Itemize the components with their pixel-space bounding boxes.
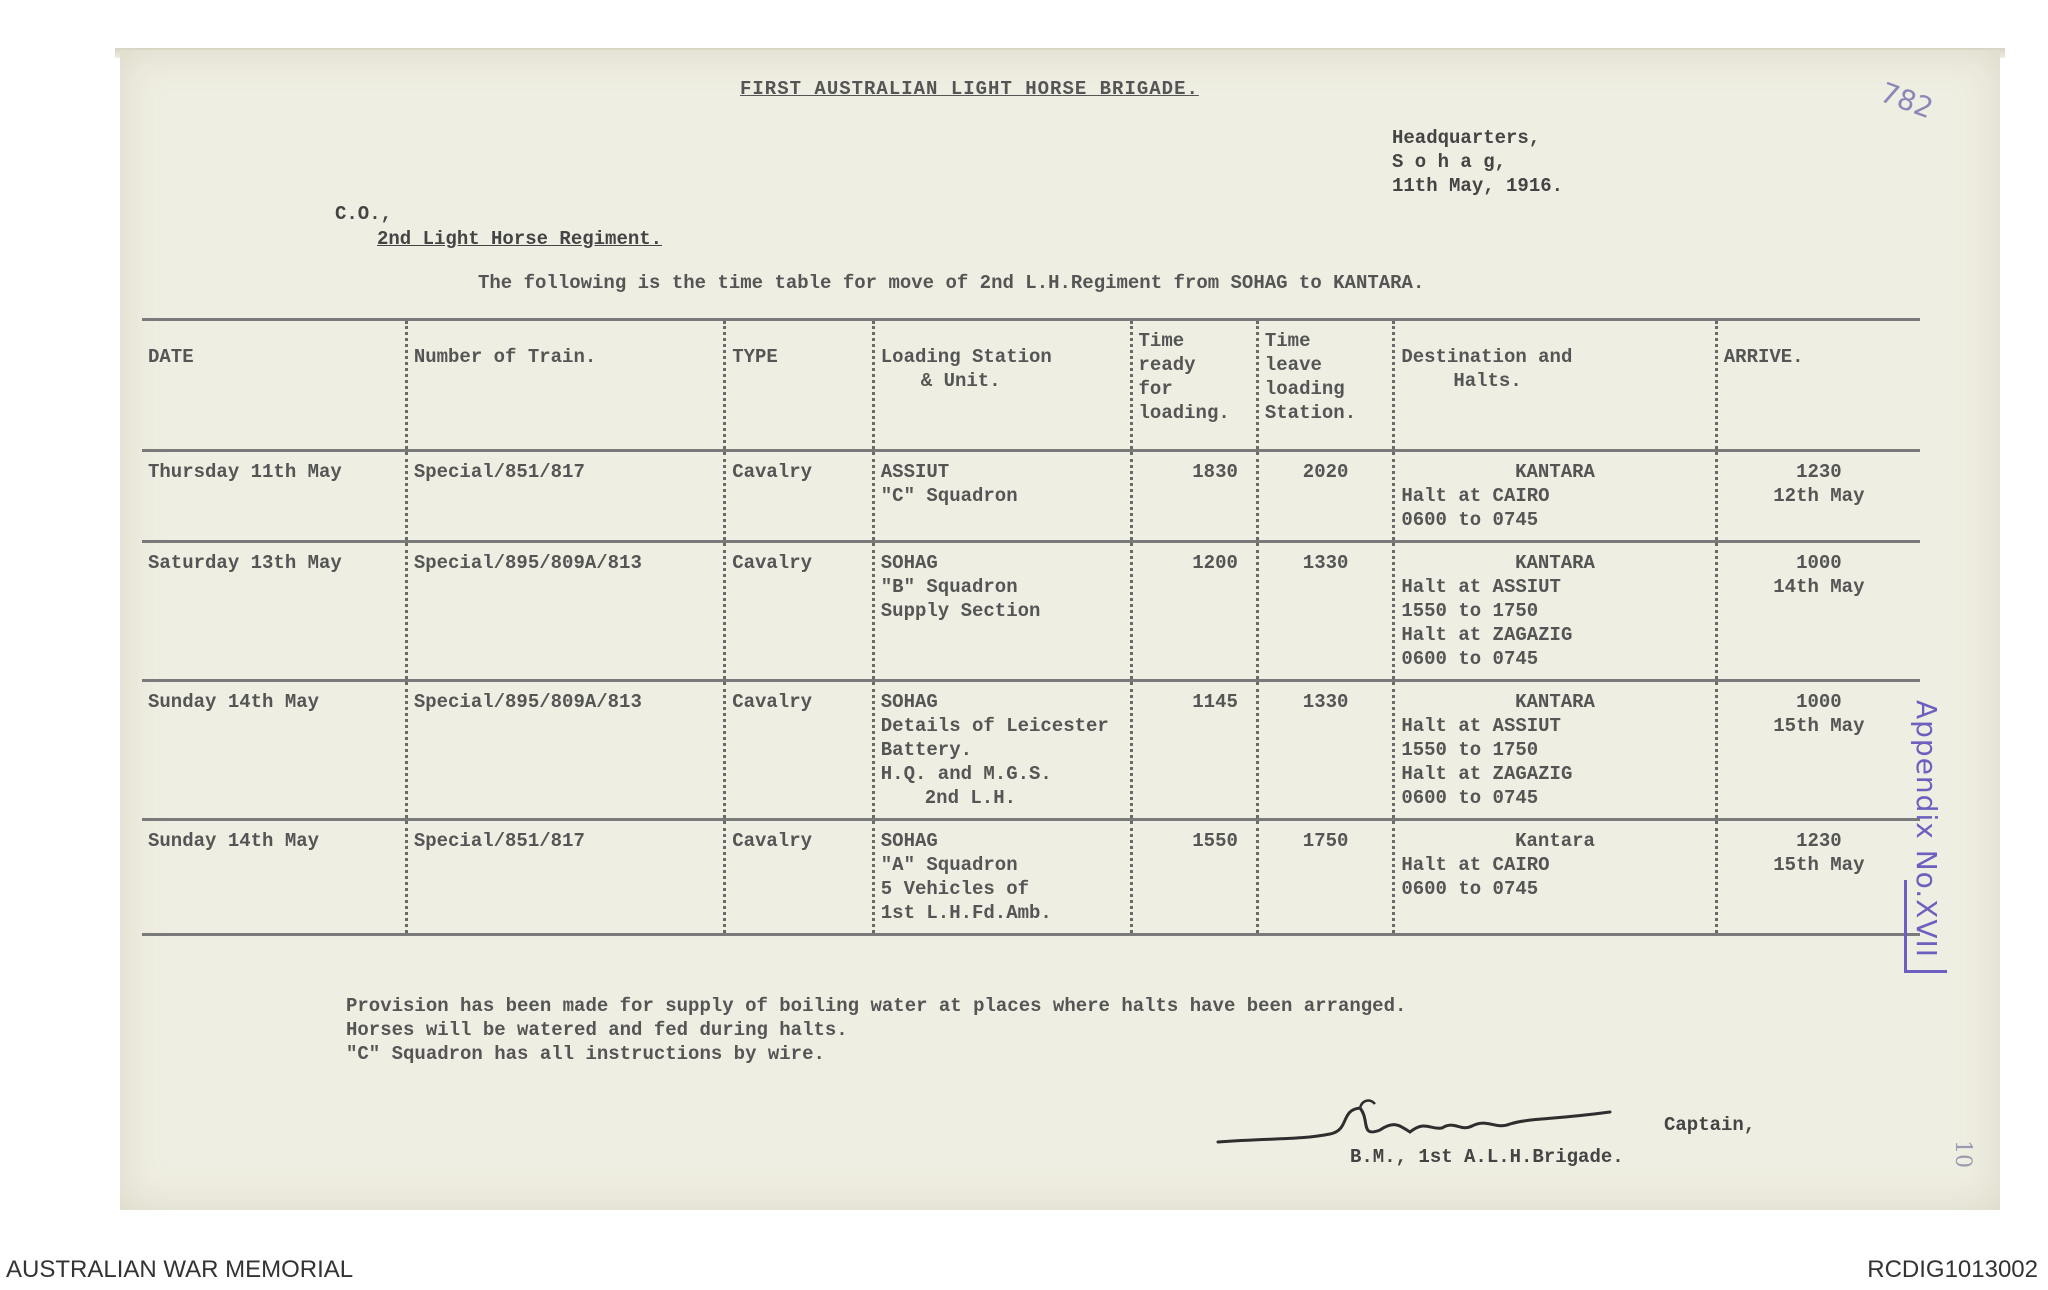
cell-loading: SOHAG "A" Squadron 5 Vehicles of 1st L.H.Fd.Amb. xyxy=(873,820,1131,935)
addressee-regiment: 2nd Light Horse Regiment. xyxy=(377,228,663,250)
cell-train: Special/895/809A/813 xyxy=(406,542,724,681)
cell-loading: SOHAG "B" Squadron Supply Section xyxy=(873,542,1131,681)
cell-type: Cavalry xyxy=(725,820,874,935)
addressee-line: C.O., xyxy=(335,203,393,225)
header-train: Number of Train. xyxy=(406,320,724,451)
cell-destination: KANTARA Halt at ASSIUT 1550 to 1750 Halt at ZAGAZIG 0600 to 0745 xyxy=(1394,542,1716,681)
cell-time-ready: 1550 xyxy=(1131,820,1257,935)
header-destination: Destination and Halts. xyxy=(1394,320,1716,451)
timetable-row xyxy=(142,542,1920,681)
cell-train: Special/851/817 xyxy=(406,820,724,935)
header-loading: Loading Station & Unit. xyxy=(873,320,1131,451)
cell-destination: KANTARA Halt at CAIRO 0600 to 0745 xyxy=(1394,451,1716,542)
cell-destination: KANTARA Halt at ASSIUT 1550 to 1750 Halt at ZAGAZIG 0600 to 0745 xyxy=(1394,681,1716,820)
headquarters-block xyxy=(1392,126,1563,198)
cell-time-ready: 1200 xyxy=(1131,542,1257,681)
timetable-row xyxy=(142,451,1920,542)
page-number-annotation: 782 xyxy=(1875,75,1938,126)
cell-type: Cavalry xyxy=(725,542,874,681)
header-time-leave: Time leave loading Station. xyxy=(1257,320,1393,451)
signature-title: B.M., 1st A.L.H.Brigade. xyxy=(1350,1146,1624,1168)
document-heading: FIRST AUSTRALIAN LIGHT HORSE BRIGADE. xyxy=(740,78,1199,100)
intro-sentence: The following is the time table for move of 2nd L.H.Regiment from SOHAG to KANTARA. xyxy=(478,272,1425,294)
note-line: Provision has been made for supply of boiling water at places where halts have been arranged. xyxy=(346,995,1407,1017)
archive-reference: RCDIG1013002 xyxy=(1867,1256,2038,1283)
signature-rank: Captain, xyxy=(1664,1114,1756,1136)
timetable-row xyxy=(142,820,1920,935)
header-arrive: ARRIVE. xyxy=(1716,320,1920,451)
timetable-header-row xyxy=(142,320,1920,451)
cell-type: Cavalry xyxy=(725,451,874,542)
hq-line: S o h a g, xyxy=(1392,151,1507,173)
cell-type: Cavalry xyxy=(725,681,874,820)
header-time-ready: Time ready for loading. xyxy=(1131,320,1257,451)
cell-arrive: 1230 15th May xyxy=(1716,820,1920,935)
cell-date: Thursday 11th May xyxy=(148,461,342,483)
cell-date: Saturday 13th May xyxy=(148,552,342,574)
hq-line: Headquarters, xyxy=(1392,127,1541,149)
note-line: "C" Squadron has all instructions by wire. xyxy=(346,1043,825,1065)
cell-time-ready: 1830 xyxy=(1131,451,1257,542)
cell-time-ready: 1145 xyxy=(1131,681,1257,820)
note-line: Horses will be watered and fed during halts. xyxy=(346,1019,848,1041)
cell-time-leave: 2020 xyxy=(1257,451,1393,542)
timetable xyxy=(142,318,1920,936)
header-type: TYPE xyxy=(725,320,874,451)
cell-arrive: 1000 14th May xyxy=(1716,542,1920,681)
cell-arrive: 1000 15th May xyxy=(1716,681,1920,820)
cell-date: Sunday 14th May xyxy=(148,830,320,852)
cell-train: Special/895/809A/813 xyxy=(406,681,724,820)
header-date: DATE xyxy=(148,346,194,368)
cell-train: Special/851/817 xyxy=(406,451,724,542)
cell-arrive: 1230 12th May xyxy=(1716,451,1920,542)
hq-date: 11th May, 1916. xyxy=(1392,175,1564,197)
cell-time-leave: 1330 xyxy=(1257,681,1393,820)
cell-time-leave: 1330 xyxy=(1257,542,1393,681)
cell-time-leave: 1750 xyxy=(1257,820,1393,935)
appendix-stamp: Appendix No.XVII xyxy=(1910,700,1943,959)
folio-number: 10 xyxy=(1950,1140,1975,1168)
cell-destination: Kantara Halt at CAIRO 0600 to 0745 xyxy=(1394,820,1716,935)
notes-block xyxy=(346,994,1406,1066)
addressee-block xyxy=(335,202,662,252)
archive-credit: AUSTRALIAN WAR MEMORIAL xyxy=(6,1256,354,1283)
cell-loading: SOHAG Details of Leicester Battery. H.Q. and M.G.S. 2nd L.H. xyxy=(873,681,1131,820)
cell-date: Sunday 14th May xyxy=(148,691,320,713)
appendix-stamp-bracket xyxy=(1904,880,1947,973)
cell-loading: ASSIUT "C" Squadron xyxy=(873,451,1131,542)
timetable-row xyxy=(142,681,1920,820)
